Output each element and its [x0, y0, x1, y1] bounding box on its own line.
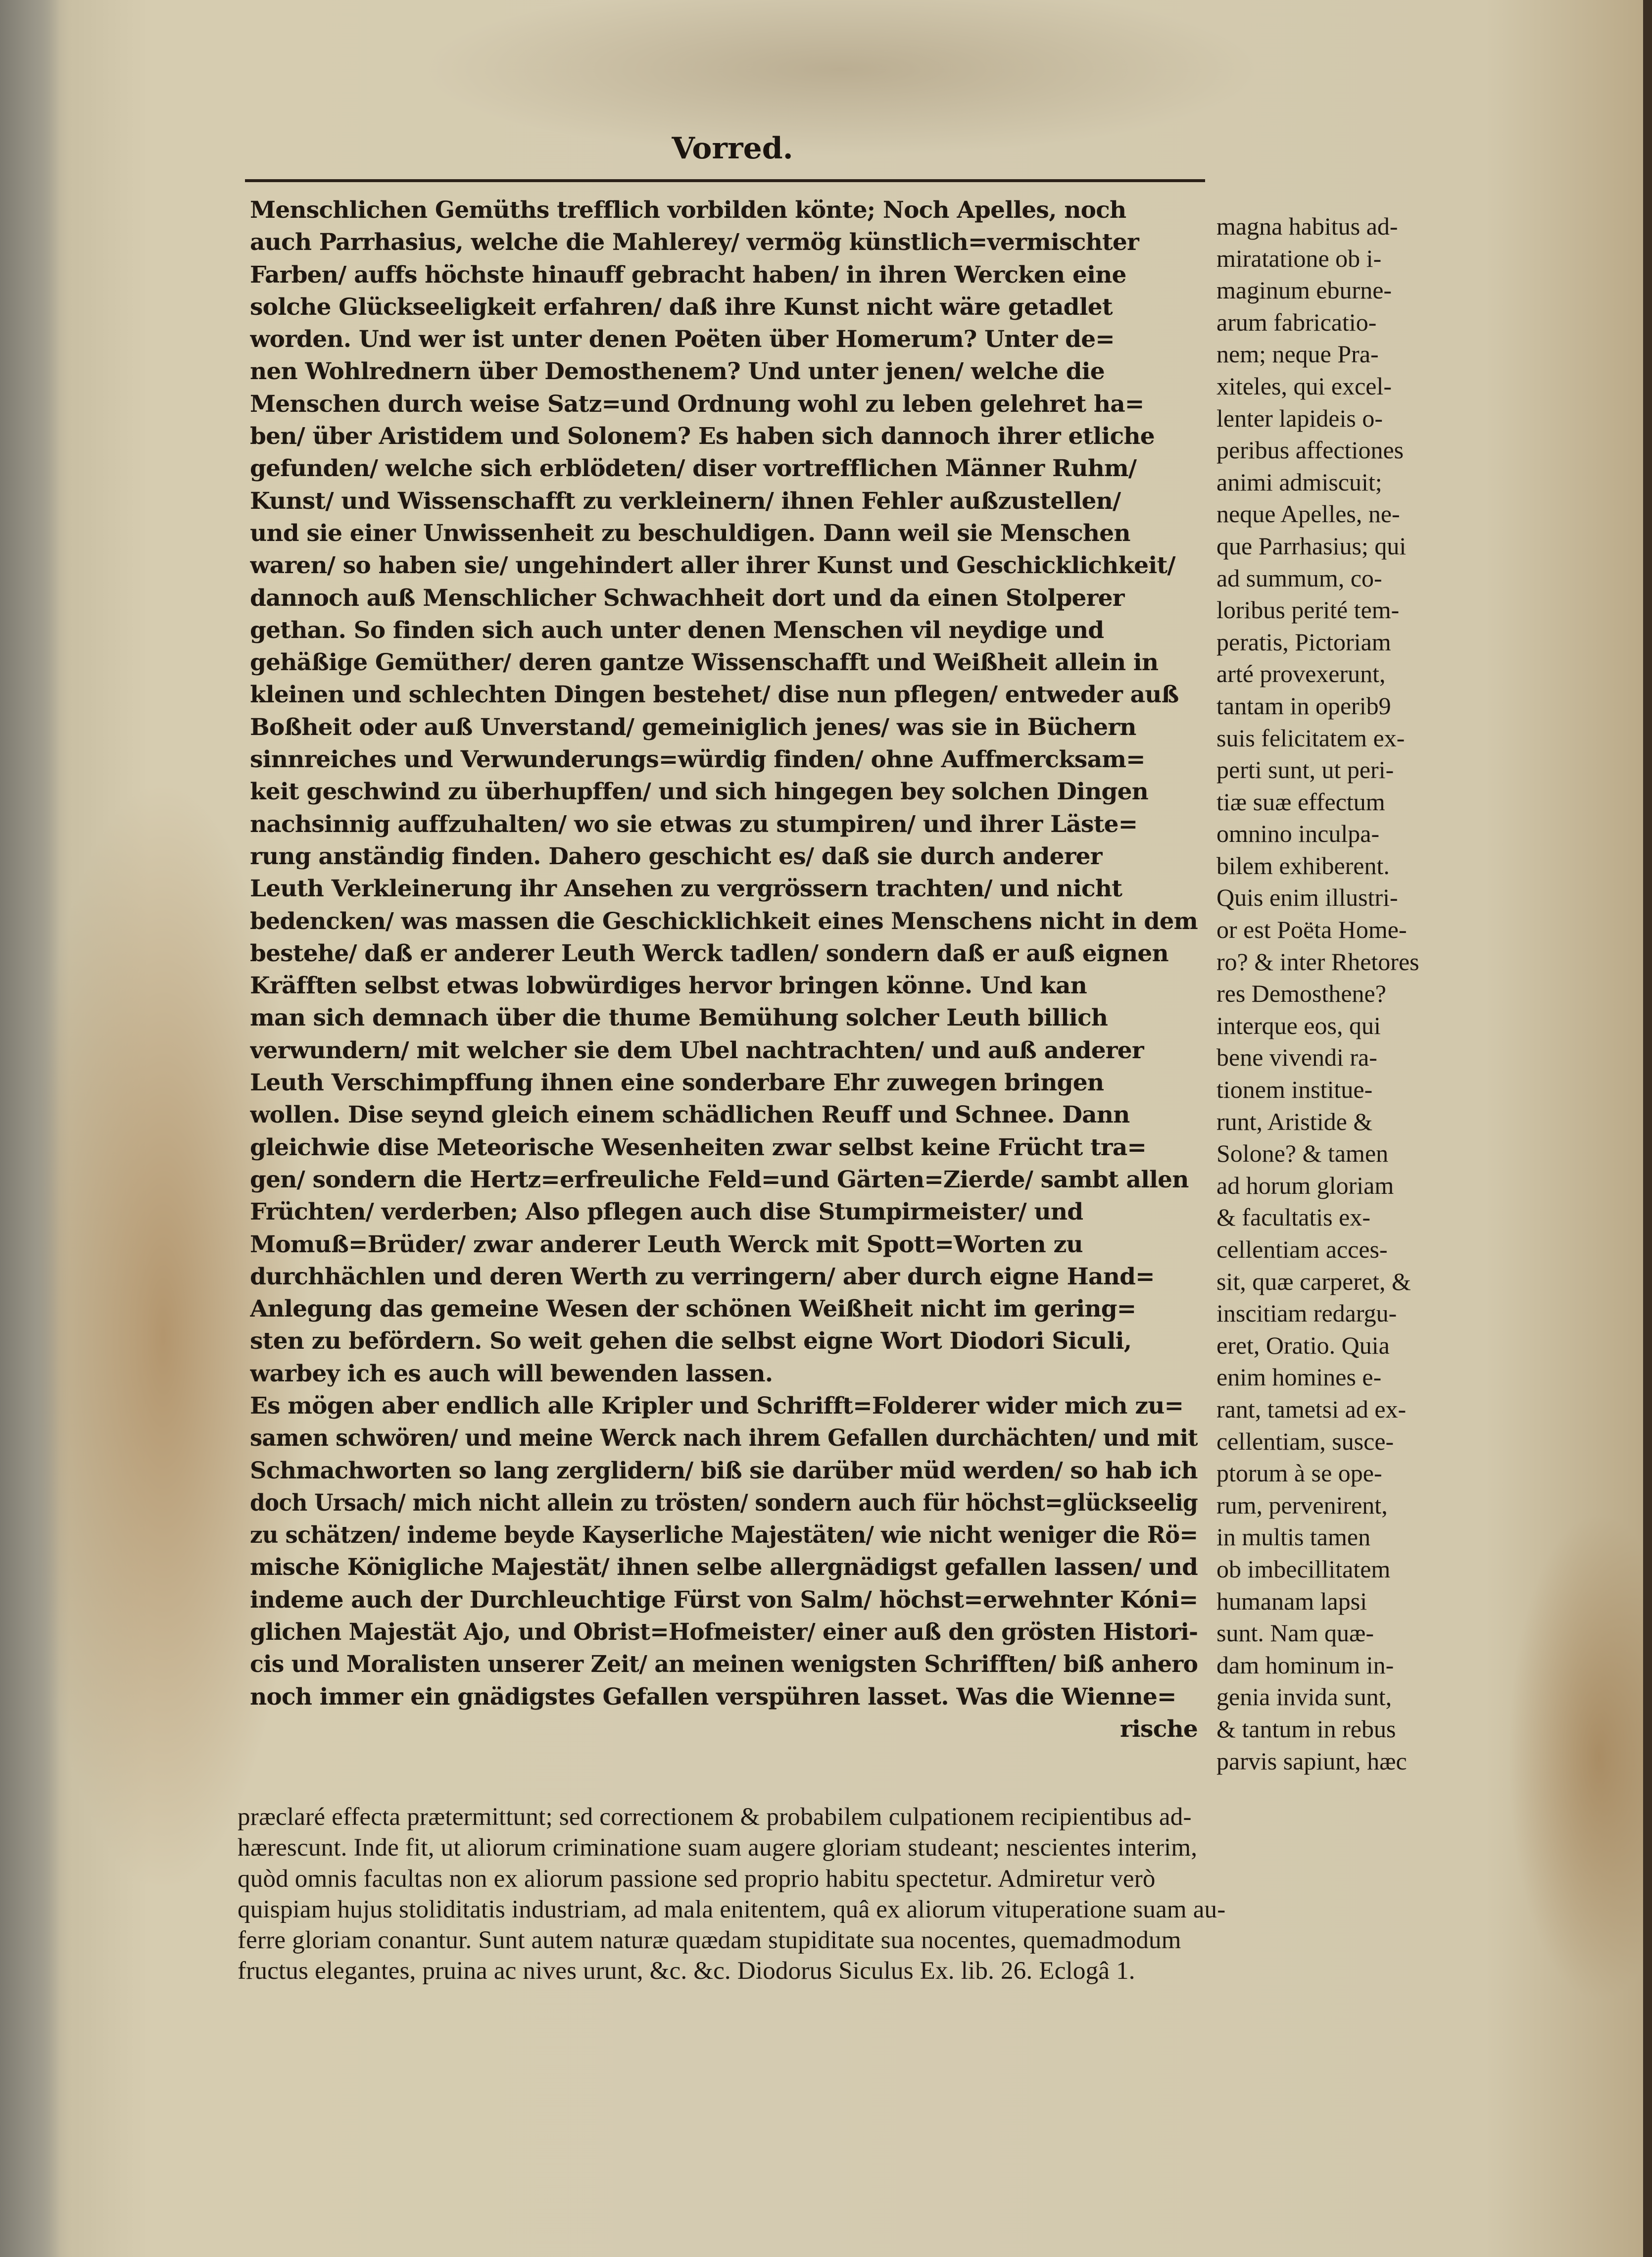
margin-text-line: & facultatis ex- [1216, 1203, 1370, 1231]
main-text-line: Anlegung das gemeine Wesen der schönen Weißheit nicht im gering= [250, 1295, 1136, 1323]
footnote-text-line: præclaré effecta prætermittunt; sed correctionem & probabilem culpationem recipientibus ad- [238, 1803, 1192, 1831]
margin-text-line: miratatione ob i- [1216, 244, 1382, 272]
main-text-line: Leuth Verkleinerung ihr Ansehen zu vergrössern trachten/ und nicht [250, 875, 1122, 903]
main-text-line: mische Königliche Majestät/ ihnen selbe allergnädigst gefallen lassen/ und [250, 1554, 1198, 1581]
margin-text-line: inscitiam redargu- [1216, 1299, 1397, 1327]
margin-text-line: que Parrhasius; qui [1216, 532, 1407, 560]
margin-text-line: arum fabricatio- [1216, 308, 1377, 336]
main-text-line: Früchten/ verderben; Also pflegen auch dise Stumpirmeister/ und [250, 1198, 1083, 1226]
footnote-text-line: quispiam hujus stoliditatis industriam, ad mala enitentem, quâ ex aliorum vituperatione suam au- [238, 1895, 1226, 1923]
margin-text-line: cellentiam, susce- [1216, 1427, 1394, 1455]
margin-text-line: eret, Oratio. Quia [1216, 1331, 1390, 1359]
margin-text-line: cellentiam acces- [1216, 1235, 1388, 1263]
margin-text-line: tionem institue- [1216, 1076, 1373, 1104]
footnote-text-line: ferre gloriam conantur. Sunt autem naturæ quædam stupiditate sua nocentes, quemadmodum [238, 1926, 1181, 1955]
margin-text-line: loribus perité tem- [1216, 596, 1400, 624]
main-text-line: ben/ über Aristidem und Solonem? Es haben sich dannoch ihrer etliche [250, 423, 1155, 450]
main-text-line: sten zu befördern. So weit gehen die selbst eigne Wort Diodori Siculi, [250, 1327, 1132, 1355]
main-text-line: cis und Moralisten unserer Zeit/ an meinen wenigsten Schrifften/ biß anhero [250, 1651, 1198, 1678]
margin-text-line: ad horum gloriam [1216, 1171, 1394, 1199]
margin-text-line: nem; neque Pra- [1216, 340, 1379, 368]
main-text-line: zu schätzen/ indeme beyde Kayserliche Majestäten/ wie nicht weniger die Rö= [250, 1521, 1198, 1549]
main-text-line: Menschen durch weise Satz=und Ordnung wohl zu leben gelehret ha= [250, 390, 1144, 418]
main-text-line: wollen. Dise seynd gleich einem schädlichen Reuff und Schnee. Dann [250, 1101, 1130, 1129]
main-text-line: Kräfften selbst etwas lobwürdiges hervor bringen könne. Und kan [250, 972, 1087, 1000]
margin-text-line: res Demosthene? [1216, 980, 1386, 1008]
margin-text-line: ad summum, co- [1216, 564, 1382, 592]
margin-text-line: peribus affectiones [1216, 436, 1404, 464]
main-text-line: warbey ich es auch will bewenden lassen. [250, 1360, 773, 1387]
main-text-line: auch Parrhasius, welche die Mahlerey/ vermög künstlich=vermischter [250, 229, 1139, 256]
main-text-line: gethan. So finden sich auch unter denen Menschen vil neydige und [250, 616, 1104, 644]
footnote-text-line: quòd omnis facultas non ex aliorum passione sed proprio habitu spectetur. Admiretur verò [238, 1864, 1156, 1893]
margin-text-line: ob imbecillitatem [1216, 1555, 1391, 1583]
main-text-line: durchhächlen und deren Werth zu verringern/ aber durch eigne Hand= [250, 1263, 1155, 1290]
main-text-column [250, 194, 1198, 1745]
main-text-line: samen schwören/ und meine Werck nach ihrem Gefallen durchächten/ und mit [250, 1424, 1198, 1452]
main-text-line: waren/ so haben sie/ ungehindert aller ihrer Kunst und Geschicklichkeit/ [250, 552, 1175, 580]
main-text-line: kleinen und schlechten Dingen bestehet/ dise nun pflegen/ entweder auß [250, 681, 1179, 709]
margin-text-line: enim homines e- [1216, 1363, 1382, 1391]
main-text-line: verwundern/ mit welcher sie dem Ubel nachtrachten/ und auß anderer [250, 1036, 1144, 1064]
margin-text-line: magna habitus ad- [1216, 212, 1398, 240]
main-text-line: Boßheit oder auß Unverstand/ gemeiniglich jenes/ was sie in Büchern [250, 713, 1136, 741]
margin-text-line: rant, tametsi ad ex- [1216, 1395, 1407, 1423]
main-text-line: rung anständig finden. Dahero geschicht es/ daß sie durch anderer [250, 842, 1102, 870]
margin-text-line: genia invida sunt, [1216, 1683, 1392, 1711]
margin-text-line: lenter lapideis o- [1216, 404, 1383, 432]
page-edge [1643, 0, 1652, 2257]
margin-text-line: maginum eburne- [1216, 276, 1392, 304]
main-text-line: glichen Majestät Ajo, und Obrist=Hofmeister/ einer auß den grösten Histori- [250, 1619, 1198, 1646]
header-rule [245, 179, 1205, 182]
margin-text-line: Solone? & tamen [1216, 1139, 1389, 1168]
main-text-line: indeme auch der Durchleuchtige Fürst von Salm/ höchst=erwehnter Kóni= [250, 1586, 1198, 1614]
margin-text-line: neque Apelles, ne- [1216, 500, 1400, 528]
margin-text-line: or est Poëta Home- [1216, 916, 1407, 944]
main-text-line: Leuth Verschimpffung ihnen eine sonderbare Ehr zuwegen bringen [250, 1069, 1104, 1097]
margin-text-line: ro? & inter Rhetores [1216, 947, 1419, 976]
margin-text-line: parvis sapiunt, hæc [1216, 1747, 1407, 1775]
main-text-line: gen/ sondern die Hertz=erfreuliche Feld=und Gärten=Zierde/ sambt allen [250, 1166, 1189, 1193]
margin-text-line: Quis enim illustri- [1216, 883, 1398, 912]
margin-text-line: & tantum in rebus [1216, 1715, 1396, 1743]
main-text-line: noch immer ein gnädigstes Gefallen verspühren lasset. Was die Wienne= [250, 1683, 1176, 1711]
margin-text-line: arté provexerunt, [1216, 660, 1386, 688]
main-text-line: doch Ursach/ mich nicht allein zu trösten/ sondern auch für höchst=glückseelig [250, 1489, 1198, 1517]
main-text-line: keit geschwind zu überhupffen/ und sich hingegen bey solchen Dingen [250, 778, 1149, 806]
margin-text-line: runt, Aristide & [1216, 1107, 1373, 1135]
main-text-line: Momuß=Brüder/ zwar anderer Leuth Werck mit Spott=Worten zu [250, 1230, 1083, 1258]
main-text-line: Farben/ auffs höchste hinauff gebracht haben/ in ihren Wercken eine [250, 261, 1126, 289]
main-text-line: nen Wohlrednern über Demosthenem? Und unter jenen/ welche die [250, 358, 1105, 386]
main-text-line: gefunden/ welche sich erblödeten/ diser vortrefflichen Männer Ruhm/ [250, 455, 1137, 483]
main-text-line: bedencken/ was massen die Geschicklichkeit eines Menschens nicht in dem [250, 907, 1198, 935]
page-header: Vorred. [672, 131, 793, 166]
margin-text-line: ptorum à se ope- [1216, 1459, 1382, 1487]
main-text-line: Kunst/ und Wissenschafft zu verkleinern/ ihnen Fehler außzustellen/ [250, 487, 1121, 515]
margin-text-line: rum, pervenirent, [1216, 1491, 1388, 1519]
margin-text-line: perti sunt, ut peri- [1216, 756, 1394, 784]
margin-text-line: tantam in operib9 [1216, 691, 1391, 720]
margin-text-line: humanam lapsi [1216, 1587, 1367, 1615]
main-text-line: Schmachworten so lang zerglidern/ biß sie darüber müd werden/ so hab ich [250, 1457, 1198, 1484]
main-text-line: gehäßige Gemüther/ deren gantze Wissenschafft und Weißheit allein in [250, 649, 1159, 677]
footnote-text-line: hærescunt. Inde fit, ut aliorum criminatione suam augere gloriam studeant; nescientes interim, [238, 1834, 1198, 1862]
margin-text-line: dam hominum in- [1216, 1651, 1394, 1679]
main-text-line: Es mögen aber endlich alle Kripler und Schrifft=Folderer wider mich zu= [250, 1392, 1184, 1420]
main-text-line: rische [1120, 1715, 1198, 1743]
margin-text-line: tiæ suæ effectum [1216, 787, 1385, 816]
margin-text-line: peratis, Pictoriam [1216, 628, 1391, 656]
main-text-line: und sie einer Unwissenheit zu beschuldigen. Dann weil sie Menschen [250, 519, 1130, 547]
main-text-line: worden. Und wer ist unter denen Poëten über Homerum? Unter de= [250, 326, 1115, 353]
main-text-line: solche Glückseeligkeit erfahren/ daß ihre Kunst nicht wäre getadlet [250, 293, 1113, 321]
main-text-line: Menschlichen Gemüths trefflich vorbilden könte; Noch Apelles, noch [250, 196, 1126, 224]
main-text-line: nachsinnig auffzuhalten/ wo sie etwas zu stumpiren/ und ihrer Läste= [250, 810, 1138, 838]
margin-text-line: bilem exhiberent. [1216, 851, 1390, 880]
margin-text-line: xiteles, qui excel- [1216, 372, 1392, 400]
marginal-latin-column [1216, 210, 1464, 1777]
margin-text-line: sunt. Nam quæ- [1216, 1619, 1374, 1647]
main-text-line: dannoch auß Menschlicher Schwachheit dort und da einen Stolperer [250, 584, 1124, 612]
main-text-line: sinnreiches und Verwunderungs=würdig finden/ ohne Auffmercksam= [250, 746, 1145, 774]
main-text-line: man sich demnach über die thume Bemühung solcher Leuth billich [250, 1004, 1108, 1032]
margin-text-line: sit, quæ carperet, & [1216, 1267, 1411, 1295]
latin-footnote-block [238, 1802, 1445, 1987]
footnote-text-line: fructus elegantes, pruina ac nives urunt, &c. &c. Diodorus Siculus Ex. lib. 26. Eclogâ 1. [238, 1957, 1135, 1985]
margin-text-line: interque eos, qui [1216, 1011, 1381, 1039]
main-text-line: gleichwie dise Meteorische Wesenheiten zwar selbst keine Frücht tra= [250, 1133, 1147, 1161]
margin-text-line: in multis tamen [1216, 1523, 1371, 1551]
main-text-line: bestehe/ daß er anderer Leuth Werck tadlen/ sondern daß er auß eignen [250, 939, 1168, 967]
margin-text-line: animi admiscuit; [1216, 468, 1382, 496]
book-spine-shadow [0, 0, 59, 2257]
margin-text-line: omnino inculpa- [1216, 820, 1380, 848]
margin-text-line: suis felicitatem ex- [1216, 724, 1405, 752]
margin-text-line: bene vivendi ra- [1216, 1043, 1377, 1072]
